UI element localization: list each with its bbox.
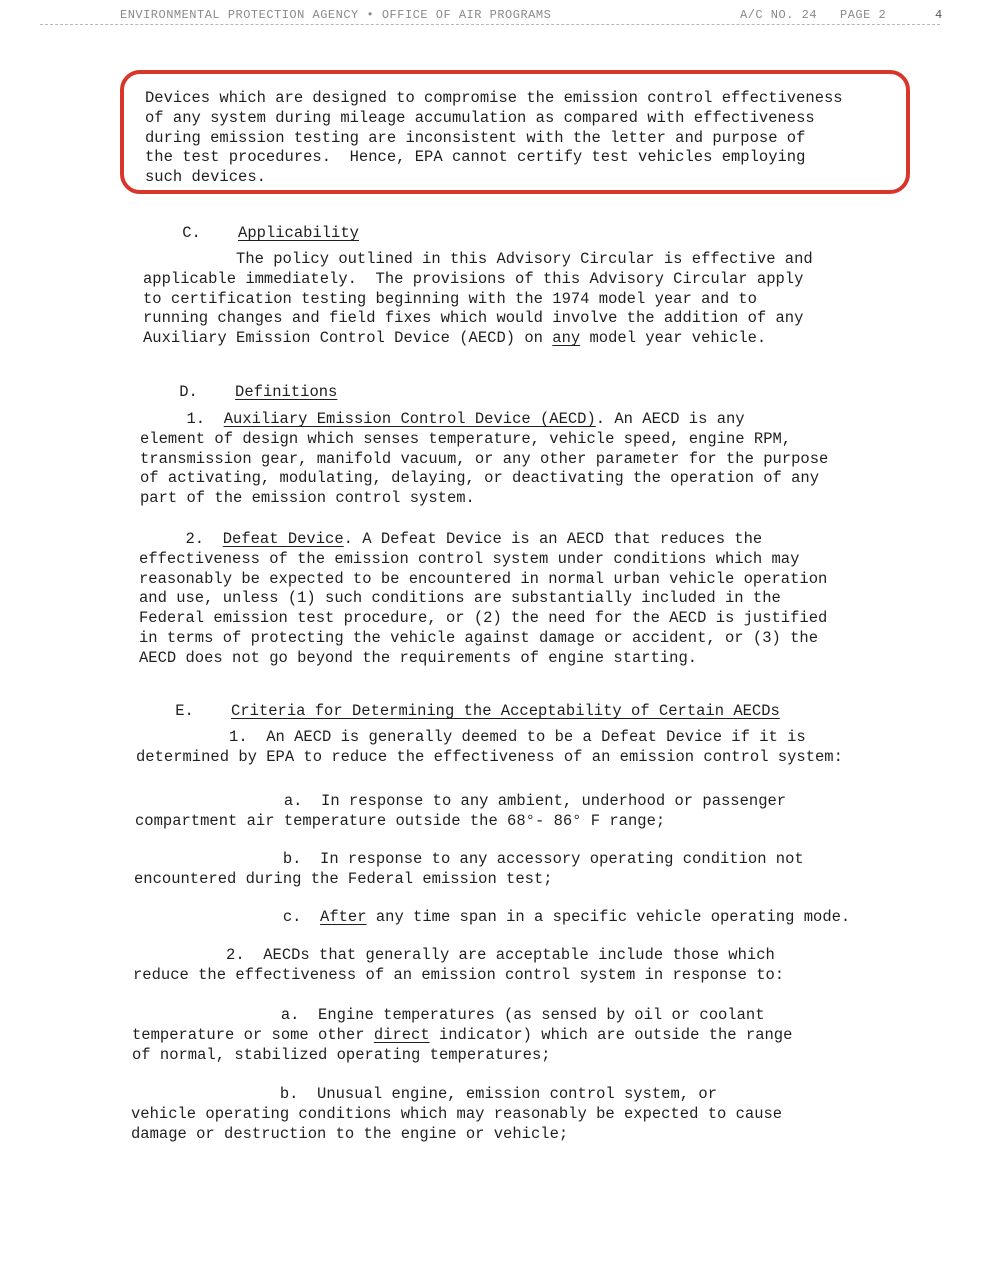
- header-page-label: PAGE: [840, 8, 871, 22]
- criteria-defeat-device-paragraph: [136, 728, 843, 768]
- paragraph-line: AECD does not go beyond the requirements of engine starting.: [139, 648, 698, 667]
- paragraph-line: transmission gear, manifold vacuum, or any other parameter for the purpose: [140, 449, 829, 468]
- criteria-item-1b: [134, 850, 804, 890]
- paragraph-line-tail: . An AECD is any: [595, 410, 745, 428]
- highlight-line: such devices.: [145, 168, 266, 187]
- paragraph-line: compartment air temperature outside the 68°- 86° F range;: [135, 811, 666, 830]
- paragraph-line: to certification testing beginning with the 1974 model year and to: [143, 289, 757, 308]
- highlight-line: the test procedures. Hence, EPA cannot certify test vehicles employing: [145, 148, 806, 167]
- underlined-word: direct: [373, 1025, 430, 1044]
- paragraph-line: b. In response to any accessory operating condition not: [134, 850, 804, 868]
- section-c-title: Applicability: [238, 224, 359, 242]
- underlined-word: any: [552, 329, 581, 348]
- criteria-item-2b: [131, 1085, 782, 1144]
- paragraph-line: damage or destruction to the engine or vehicle;: [131, 1124, 569, 1143]
- paragraph-line: a. Engine temperatures (as sensed by oil or coolant: [132, 1006, 765, 1024]
- paragraph-line: effectiveness of the emission control system under conditions which may: [139, 549, 800, 568]
- item-number: 1.: [140, 410, 224, 428]
- header-rule: [40, 24, 940, 25]
- paragraph-line: reasonably be expected to be encountered in normal urban vehicle operation: [139, 569, 828, 588]
- criteria-acceptable-paragraph: [133, 946, 784, 986]
- paragraph-line: encountered during the Federal emission test;: [134, 869, 553, 888]
- paragraph-line: running changes and field fixes which would involve the addition of any: [143, 309, 804, 328]
- paragraph-line: vehicle operating conditions which may reasonably be expected to cause: [131, 1104, 783, 1123]
- definition-term-aecd: Auxiliary Emission Control Device (AECD): [223, 410, 596, 428]
- header-ac-label: A/C NO.: [740, 8, 794, 22]
- paragraph-line: applicable immediately. The provisions of this Advisory Circular apply: [143, 269, 804, 288]
- header-ac-number: 24: [801, 8, 818, 22]
- criteria-item-2a: [132, 1006, 792, 1065]
- paragraph-line: temperature or some other: [132, 1025, 374, 1044]
- paragraph-line: 1. An AECD is generally deemed to be a Defeat Device if it is: [136, 728, 806, 746]
- paragraph-line: The policy outlined in this Advisory Circular is effective and: [143, 250, 813, 268]
- paragraph-line: in terms of protecting the vehicle against damage or accident, or (3) the: [139, 628, 819, 647]
- header-agency: ENVIRONMENTAL PROTECTION AGENCY • OFFICE OF AIR PROGRAMS: [120, 8, 552, 22]
- highlight-line: of any system during mileage accumulation as compared with effectiveness: [145, 108, 815, 127]
- item-number: c.: [134, 908, 321, 926]
- paragraph-line: of normal, stabilized operating temperatures;: [132, 1045, 551, 1064]
- criteria-item-1c: [134, 908, 850, 928]
- section-c-paragraph: [143, 250, 813, 349]
- section-d-letter: D.: [179, 383, 198, 401]
- highlighted-paragraph: [145, 89, 843, 188]
- header-page-number: 2: [878, 8, 887, 22]
- criteria-item-1a: [135, 792, 786, 832]
- header-corner-number: 4: [935, 8, 943, 22]
- paragraph-line-tail: . A Defeat Device is an AECD that reduces the: [343, 530, 763, 548]
- paragraph-line: part of the emission control system.: [140, 489, 475, 508]
- section-d-title: Definitions: [235, 383, 338, 401]
- paragraph-line: Auxiliary Emission Control Device (AECD) on: [143, 329, 553, 348]
- paragraph-line-tail: model year vehicle.: [580, 329, 767, 348]
- paragraph-line: b. Unusual engine, emission control system, or: [131, 1085, 717, 1103]
- paragraph-line: 2. AECDs that generally are acceptable include those which: [133, 946, 775, 964]
- paragraph-line-tail: indicator) which are outside the range: [429, 1025, 793, 1044]
- paragraph-line: reduce the effectiveness of an emission control system in response to:: [133, 965, 785, 984]
- definition-aecd: [140, 410, 828, 509]
- paragraph-line: a. In response to any ambient, underhood or passenger: [135, 792, 787, 810]
- paragraph-line: and use, unless (1) such conditions are substantially included in the: [139, 589, 781, 608]
- paragraph-line-tail: any time span in a specific vehicle operating mode.: [366, 908, 851, 926]
- definition-term-defeat-device: Defeat Device: [222, 530, 344, 548]
- paragraph-line: determined by EPA to reduce the effectiveness of an emission control system:: [136, 747, 843, 766]
- definition-defeat-device: [139, 530, 827, 669]
- section-e-title: Criteria for Determining the Acceptability of Certain AECDs: [231, 702, 780, 720]
- underlined-word: After: [320, 908, 367, 926]
- paragraph-line: of activating, modulating, delaying, or deactivating the operation of any: [140, 469, 820, 488]
- highlight-line: during emission testing are inconsistent with the letter and purpose of: [145, 128, 806, 147]
- item-number: 2.: [139, 530, 223, 548]
- section-e-letter: E.: [175, 702, 194, 720]
- paragraph-line: Federal emission test procedure, or (2) the need for the AECD is justified: [139, 609, 828, 628]
- section-c-letter: C.: [182, 224, 201, 242]
- paragraph-line: element of design which senses temperature, vehicle speed, engine RPM,: [140, 429, 792, 448]
- highlight-line: Devices which are designed to compromise the emission control effectiveness: [145, 89, 843, 107]
